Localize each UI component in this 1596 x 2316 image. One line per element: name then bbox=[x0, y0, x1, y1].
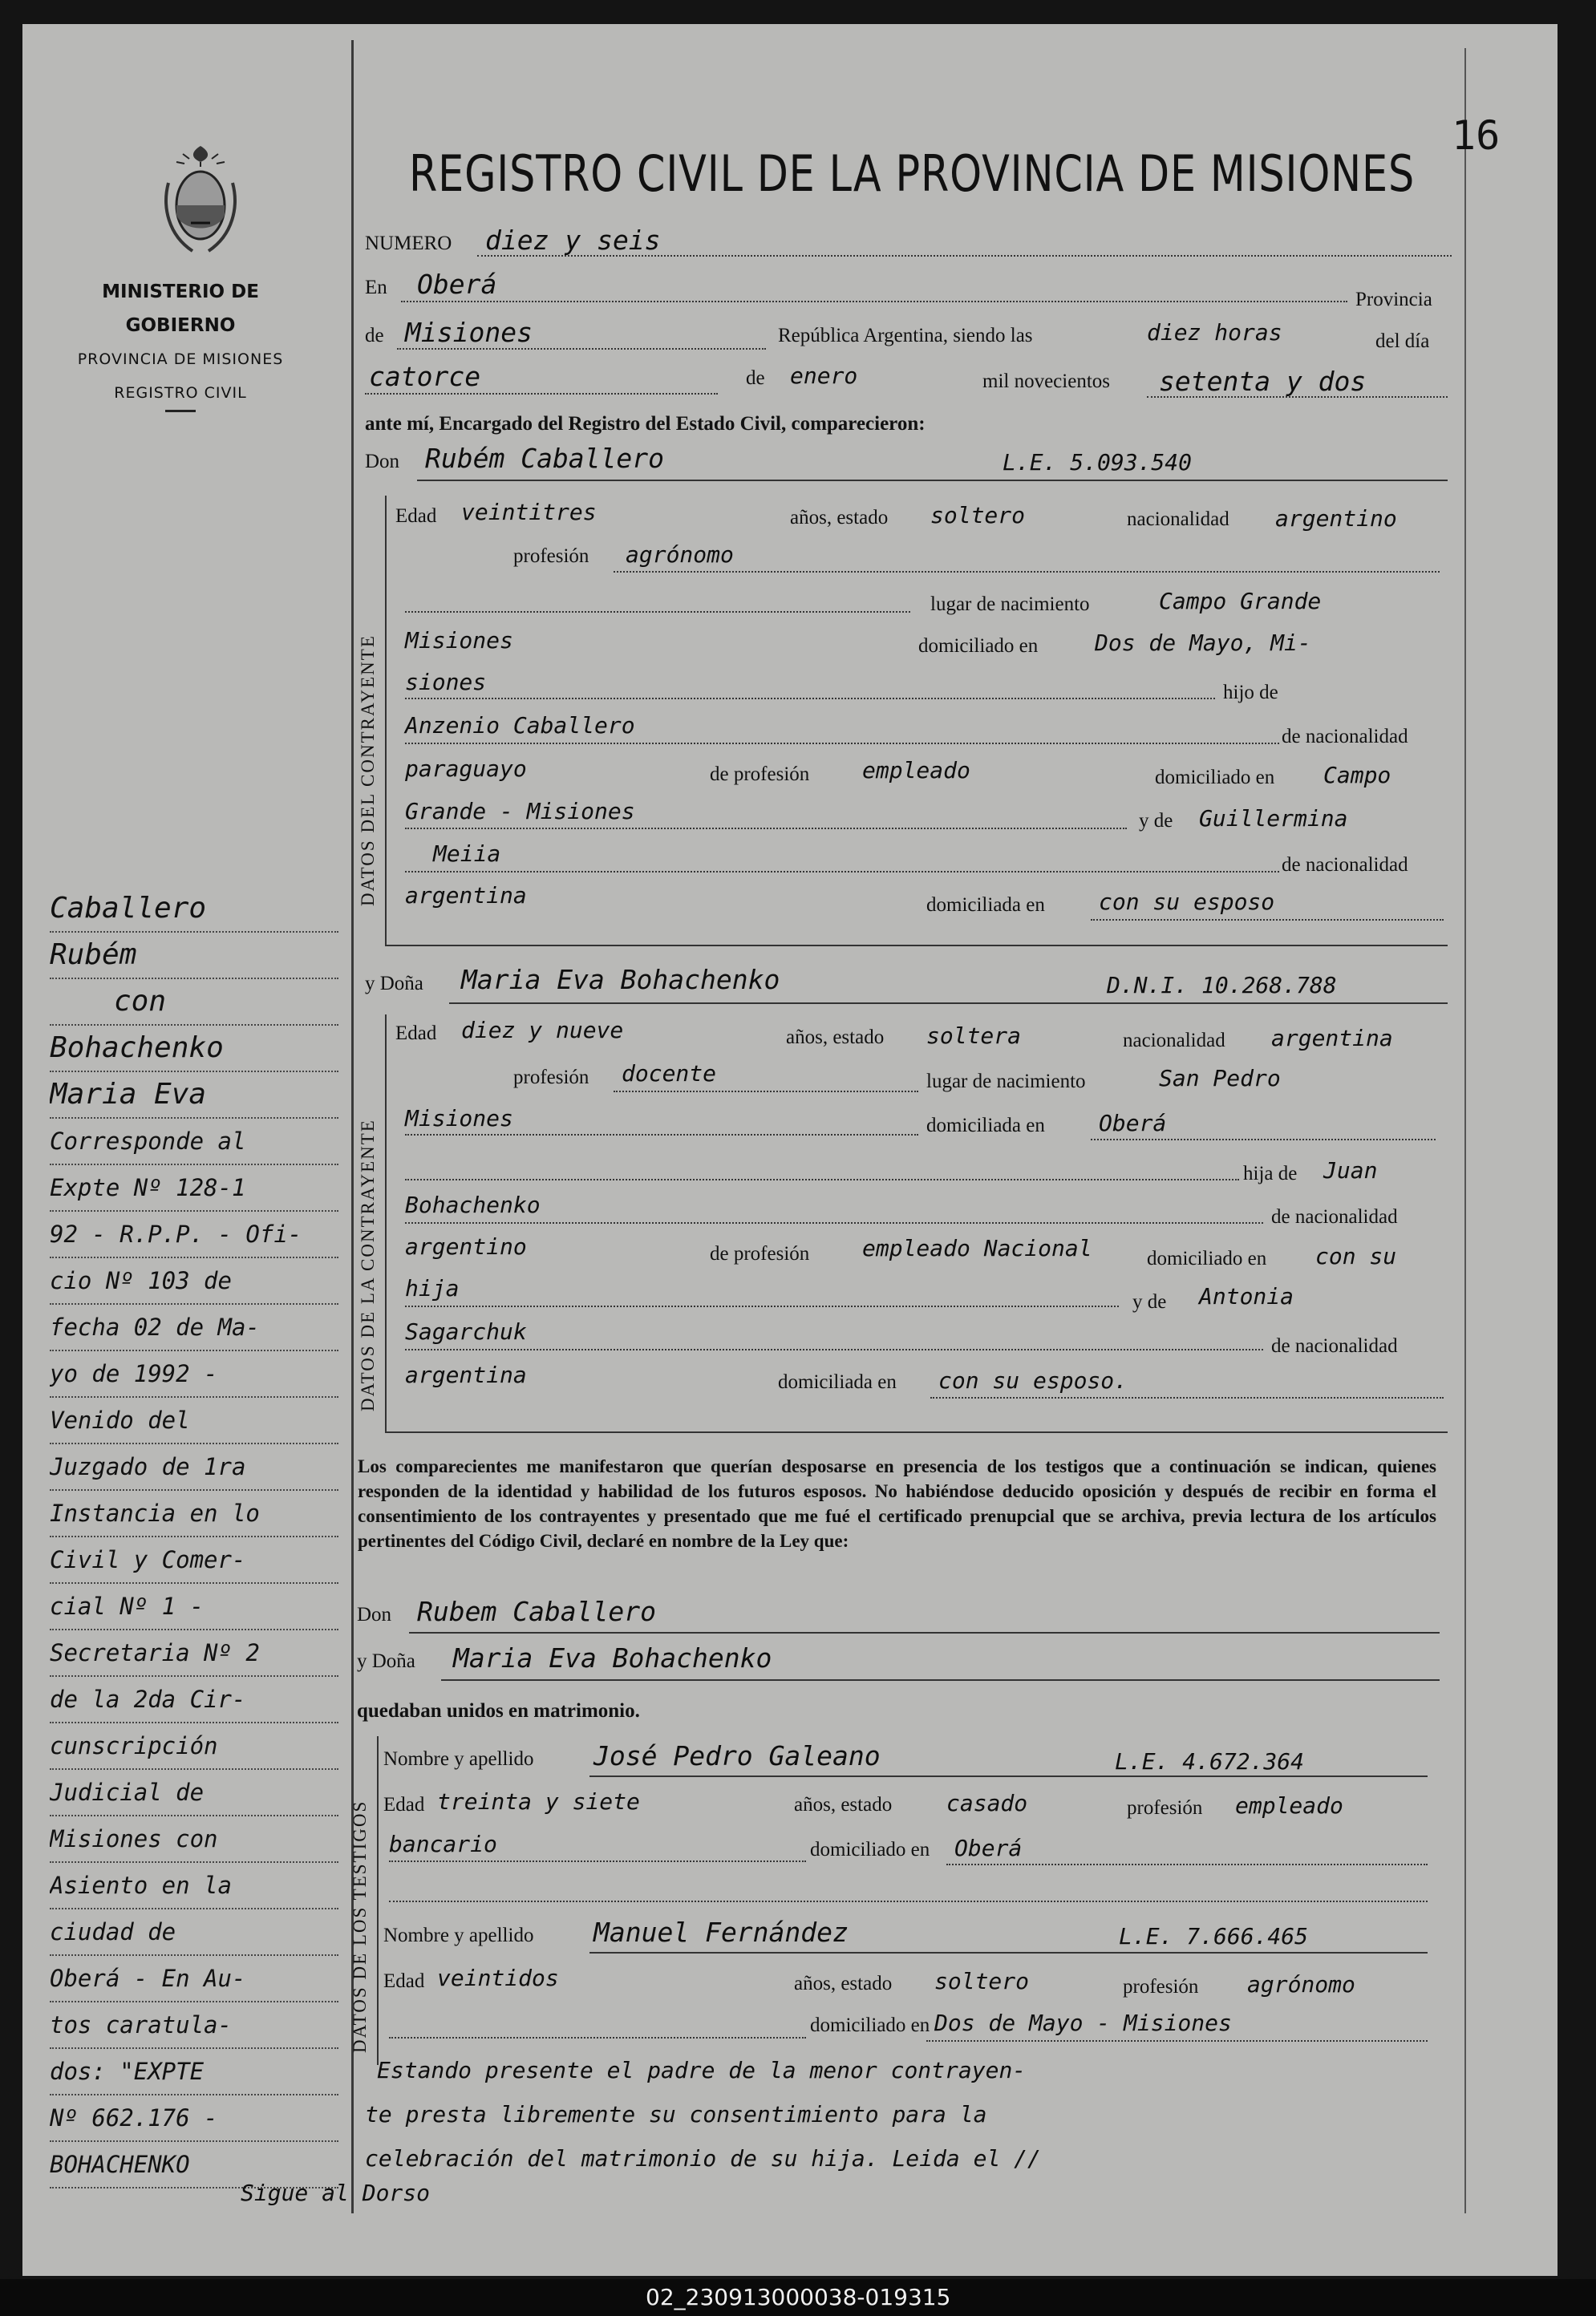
margin-name-line: Maria Eva bbox=[50, 1072, 338, 1119]
contrayente-name: Rubém Caballero bbox=[425, 443, 665, 474]
margin-text-line: Asiento en la bbox=[50, 1863, 338, 1909]
margin-text-line: fecha 02 de Ma- bbox=[50, 1305, 338, 1351]
rule bbox=[589, 1775, 1428, 1777]
de-nacionalidad-label-2: de nacionalidad bbox=[1271, 1335, 1398, 1357]
margin-text-line: Instancia en lo bbox=[50, 1491, 338, 1537]
rule bbox=[1091, 1139, 1436, 1140]
file-id: 02_230913000038-019315 bbox=[646, 2284, 951, 2310]
provincia: Misiones bbox=[405, 317, 533, 348]
anios-label: años, estado bbox=[786, 1026, 885, 1048]
rule bbox=[946, 1864, 1428, 1865]
madre-nacionalidad: argentina bbox=[405, 882, 527, 909]
rule bbox=[405, 1222, 1263, 1224]
rule bbox=[401, 301, 1347, 302]
margin-text-line: yo de 1992 - bbox=[50, 1351, 338, 1398]
mil-label: mil novecientos bbox=[982, 370, 1110, 392]
section-label-contrayente: DATOS DEL CONTRAYENTE bbox=[358, 634, 378, 906]
republica-text: República Argentina, siendo las bbox=[778, 325, 1033, 346]
padre-nombre: Anzenio Caballero bbox=[405, 712, 635, 739]
padre-domicilio: Campo bbox=[1323, 762, 1391, 788]
rule bbox=[1091, 919, 1444, 921]
province-name: PROVINCIA DE MISIONES bbox=[77, 350, 284, 368]
rule bbox=[926, 2040, 1428, 2042]
rule bbox=[449, 1002, 1448, 1004]
rule bbox=[405, 698, 1215, 699]
madre-nacionalidad: argentina bbox=[405, 1362, 527, 1388]
padre-domicilio: con su bbox=[1315, 1243, 1397, 1269]
testigo-1-profesion: empleado bbox=[1235, 1792, 1343, 1819]
margin-text-line: Venido del bbox=[50, 1398, 338, 1444]
profesion-label: profesión bbox=[513, 545, 589, 567]
margin-text-line: cio Nº 103 de bbox=[50, 1258, 338, 1305]
rule bbox=[405, 871, 1279, 873]
margin-text-line: ciudad de bbox=[50, 1909, 338, 1956]
numero-label: NUMERO bbox=[365, 233, 452, 254]
nota-final-1: Estando presente el padre de la menor contrayen- bbox=[377, 2057, 1027, 2083]
de-label: de bbox=[365, 325, 384, 346]
nota-final-2: te presta libremente su consentimiento para la bbox=[365, 2101, 987, 2128]
ante-text: ante mí, Encargado del Registro del Estado Civil, comparecieron: bbox=[365, 413, 926, 435]
domiciliada-label: domiciliada en bbox=[778, 1371, 897, 1393]
margin-text-line: Civil y Comer- bbox=[50, 1537, 338, 1584]
testigo-1-profesion-2: bancario bbox=[389, 1831, 497, 1857]
padre-nacionalidad: argentino bbox=[405, 1233, 527, 1260]
lugar-nacimiento: Campo Grande bbox=[1159, 588, 1322, 614]
lugar-label: lugar de nacimiento bbox=[930, 593, 1090, 615]
section-rule bbox=[377, 1736, 379, 2065]
estado: soltero bbox=[930, 502, 1026, 528]
testigo-1-documento: L.E. 4.672.364 bbox=[1115, 1748, 1305, 1775]
domicilio: Oberá bbox=[1099, 1110, 1167, 1136]
esposo-nombre: Rubem Caballero bbox=[417, 1596, 657, 1627]
testigo-1-edad: treinta y siete bbox=[437, 1788, 640, 1815]
edad-label: Edad bbox=[383, 1794, 425, 1816]
testigo-1-domicilio: Oberá bbox=[954, 1835, 1023, 1861]
testigo-1-estado: casado bbox=[946, 1790, 1028, 1816]
de-nacionalidad-label-2: de nacionalidad bbox=[1282, 854, 1408, 876]
nombre-label: Nombre y apellido bbox=[383, 1748, 534, 1770]
margin-name-line: con bbox=[50, 979, 338, 1026]
contrayente-2-name: Maria Eva Bohachenko bbox=[461, 964, 780, 995]
domiciliado-label: domiciliado en bbox=[1147, 1248, 1267, 1269]
dia: catorce bbox=[369, 361, 481, 392]
madre-nombre: Antonia bbox=[1199, 1283, 1294, 1310]
y-de-label: y de bbox=[1139, 810, 1173, 832]
domiciliado-label: domiciliado en bbox=[1155, 767, 1275, 788]
rule bbox=[417, 480, 1448, 481]
contrayente-2-document: D.N.I. 10.268.788 bbox=[1107, 972, 1337, 998]
rule bbox=[405, 1134, 918, 1136]
edad: diez y nueve bbox=[461, 1017, 624, 1043]
section-rule bbox=[385, 1014, 387, 1431]
margin-text-line: Expte Nº 128-1 bbox=[50, 1165, 338, 1212]
testigo-2-edad: veintidos bbox=[437, 1965, 559, 1991]
margin-text-line: Nº 662.176 - bbox=[50, 2095, 338, 2142]
don-label: Don bbox=[365, 451, 400, 472]
margin-name-line: Rubém bbox=[50, 933, 338, 979]
rule bbox=[614, 1091, 918, 1092]
profesion: agrónomo bbox=[626, 541, 734, 568]
lugar-label: lugar de nacimiento bbox=[926, 1071, 1086, 1092]
registry-name: REGISTRO CIVIL bbox=[114, 384, 247, 402]
margin-text-line: 92 - R.P.P. - Ofi- bbox=[50, 1212, 338, 1258]
de-profesion-label: de profesión bbox=[710, 1243, 810, 1265]
margin-name-line: Bohachenko bbox=[50, 1026, 338, 1072]
de-nacionalidad-label: de nacionalidad bbox=[1271, 1206, 1398, 1228]
mes: enero bbox=[790, 362, 858, 389]
padre-domicilio-2: Grande - Misiones bbox=[405, 798, 635, 824]
rule bbox=[409, 1632, 1440, 1634]
rule bbox=[405, 1306, 1119, 1307]
footer-bar bbox=[0, 2279, 1596, 2316]
domicilio-label: domiciliado en bbox=[810, 1839, 930, 1860]
profesion-label: profesión bbox=[1127, 1797, 1203, 1819]
section-label-contrayente-2: DATOS DE LA CONTRAYENTE bbox=[358, 1119, 378, 1411]
rule bbox=[441, 1679, 1440, 1681]
acta-numero: diez y seis bbox=[485, 225, 661, 256]
margin-text-line: BOHACHENKO bbox=[50, 2142, 338, 2188]
dona-label-2: y Doña bbox=[357, 1650, 415, 1672]
hora: diez horas bbox=[1147, 319, 1282, 346]
margin-name-line: Caballero bbox=[50, 886, 338, 933]
rule bbox=[477, 255, 1452, 257]
domicilio-2: siones bbox=[405, 669, 487, 695]
testigo-1-nombre: José Pedro Galeano bbox=[593, 1740, 881, 1771]
section-label-testigos: DATOS DE LOS TESTIGOS bbox=[350, 1800, 370, 2053]
margin-text-line: Corresponde al bbox=[50, 1119, 338, 1165]
document-title: REGISTRO CIVIL DE LA PROVINCIA DE MISIONES bbox=[409, 144, 1416, 203]
hijo-label: hijo de bbox=[1223, 682, 1278, 703]
margin-text-line: dos: "EXPTE bbox=[50, 2049, 338, 2095]
nacionalidad: argentina bbox=[1271, 1025, 1393, 1051]
nacionalidad: argentino bbox=[1275, 505, 1397, 532]
anio: setenta y dos bbox=[1159, 366, 1367, 397]
madre-domicilio: con su esposo bbox=[1099, 889, 1275, 915]
margin-text-line: Secretaria Nº 2 bbox=[50, 1630, 338, 1677]
margin-text-line: cunscripción bbox=[50, 1723, 338, 1770]
y-de-label: y de bbox=[1132, 1291, 1167, 1313]
padre-nacionalidad: paraguayo bbox=[405, 755, 527, 782]
dona-label: y Doña bbox=[365, 973, 423, 994]
rule bbox=[389, 1860, 806, 1862]
margin-text-line: de la 2da Cir- bbox=[50, 1677, 338, 1723]
anios-label-2: años, estado bbox=[794, 1973, 893, 1994]
estado: soltera bbox=[926, 1022, 1022, 1049]
domicilio-label: domiciliada en bbox=[926, 1115, 1045, 1136]
rule bbox=[614, 571, 1440, 573]
profesion-label-2: profesión bbox=[1123, 1976, 1199, 1998]
margin-note bbox=[50, 886, 338, 2188]
testigo-2-domicilio: Dos de Mayo - Misiones bbox=[934, 2010, 1232, 2036]
nacionalidad-label: nacionalidad bbox=[1123, 1030, 1225, 1051]
rule bbox=[389, 1901, 1428, 1902]
padre-domicilio-2: hija bbox=[405, 1275, 460, 1302]
margin-text-line: Juzgado de 1ra bbox=[50, 1444, 338, 1491]
de-nacionalidad-label: de nacionalidad bbox=[1282, 726, 1408, 747]
provincia-label: Provincia bbox=[1355, 289, 1432, 310]
del-dia-label: del día bbox=[1375, 330, 1430, 352]
anios-label: años, estado bbox=[790, 507, 889, 528]
nombre-label-2: Nombre y apellido bbox=[383, 1925, 534, 1946]
lugar-nacimiento-2: Misiones bbox=[405, 1105, 513, 1132]
declaration-text: Los comparecientes me manifestaron que querían desposarse en presencia de los testigos que a continuación se indican, quienes responden de la identidad y habilidad de los futuros esposos. No habiéndose deducido oposición y después de recibir en forma el consentimiento de los contrayentes y presentado que me fué el certificado prenupcial que se archiva, previa lectura de los artículos pertinentes del Código Civil, declaré en nombre de la Ley que: bbox=[358, 1456, 1436, 1551]
nota-final-3: celebración del matrimonio de su hija. Leida el // bbox=[365, 2145, 1041, 2172]
madre-nombre-2: Meiia bbox=[433, 840, 501, 867]
margin-text-line: tos caratula- bbox=[50, 2002, 338, 2049]
testigo-2-nombre: Manuel Fernández bbox=[593, 1917, 849, 1948]
sigue-al-dorso: Sigue al Dorso bbox=[241, 2180, 431, 2206]
rule bbox=[589, 1952, 1428, 1954]
madre-apellido: Sagarchuk bbox=[405, 1318, 527, 1345]
domicilio-label: domiciliado en bbox=[918, 635, 1039, 657]
nacionalidad-label: nacionalidad bbox=[1127, 508, 1229, 530]
domicilio-label-2: domiciliado en bbox=[810, 2014, 930, 2036]
margin-text-line: Oberá - En Au- bbox=[50, 1956, 338, 2002]
ministry-block bbox=[48, 275, 313, 412]
rule bbox=[397, 348, 766, 350]
padre-profesion: empleado bbox=[862, 757, 970, 783]
padre-nombre: Juan bbox=[1323, 1157, 1378, 1184]
edad-label-2: Edad bbox=[383, 1970, 425, 1992]
hija-label: hija de bbox=[1243, 1163, 1298, 1184]
rule bbox=[405, 1179, 1239, 1180]
section-rule bbox=[385, 496, 387, 945]
page-number: 16 bbox=[1452, 112, 1501, 159]
de-label-2: de bbox=[746, 367, 765, 389]
rule bbox=[365, 393, 718, 395]
madre-nombre: Guillermina bbox=[1199, 805, 1348, 832]
profesion-label: profesión bbox=[513, 1067, 589, 1088]
cierre-text: quedaban unidos en matrimonio. bbox=[357, 1700, 640, 1722]
profesion: docente bbox=[622, 1060, 717, 1087]
anios-label: años, estado bbox=[794, 1794, 893, 1816]
domicilio: Dos de Mayo, Mi- bbox=[1095, 630, 1311, 656]
margin-text-line: Judicial de bbox=[50, 1770, 338, 1816]
rule bbox=[389, 2037, 806, 2039]
madre-domicilio: con su esposo. bbox=[938, 1367, 1128, 1394]
rule bbox=[1147, 396, 1448, 398]
edad: veintitres bbox=[461, 499, 597, 525]
padre-apellido: Bohachenko bbox=[405, 1192, 541, 1218]
testigo-2-profesion: agrónomo bbox=[1247, 1971, 1355, 1998]
margin-text-line: Misiones con bbox=[50, 1816, 338, 1863]
rule bbox=[385, 945, 1448, 946]
rule bbox=[385, 1431, 1448, 1433]
testigo-2-documento: L.E. 7.666.465 bbox=[1119, 1923, 1309, 1950]
en-label: En bbox=[365, 277, 387, 298]
rule bbox=[405, 1349, 1263, 1350]
rule bbox=[405, 828, 1127, 829]
coat-of-arms-icon bbox=[160, 143, 241, 261]
divider bbox=[165, 410, 196, 412]
right-rule bbox=[1464, 48, 1466, 2213]
testigo-2-estado: soltero bbox=[934, 1968, 1030, 1994]
rule bbox=[405, 743, 1279, 744]
de-profesion-label: de profesión bbox=[710, 763, 810, 785]
edad-label: Edad bbox=[395, 505, 437, 527]
domiciliada-label: domiciliada en bbox=[926, 894, 1045, 916]
lugar-nacimiento-2: Misiones bbox=[405, 627, 513, 654]
rule bbox=[405, 611, 910, 613]
contrayente-document: L.E. 5.093.540 bbox=[1003, 449, 1193, 476]
margin-text-line: cial Nº 1 - bbox=[50, 1584, 338, 1630]
lugar-nacimiento: San Pedro bbox=[1159, 1065, 1281, 1091]
edad-label: Edad bbox=[395, 1022, 437, 1044]
padre-profesion: empleado Nacional bbox=[862, 1235, 1092, 1261]
rule bbox=[930, 1397, 1444, 1399]
don-label-2: Don bbox=[357, 1604, 392, 1626]
esposa-nombre: Maria Eva Bohachenko bbox=[453, 1642, 772, 1674]
localidad: Oberá bbox=[417, 269, 497, 300]
ministry-name: MINISTERIO DE GOBIERNO bbox=[102, 281, 259, 336]
